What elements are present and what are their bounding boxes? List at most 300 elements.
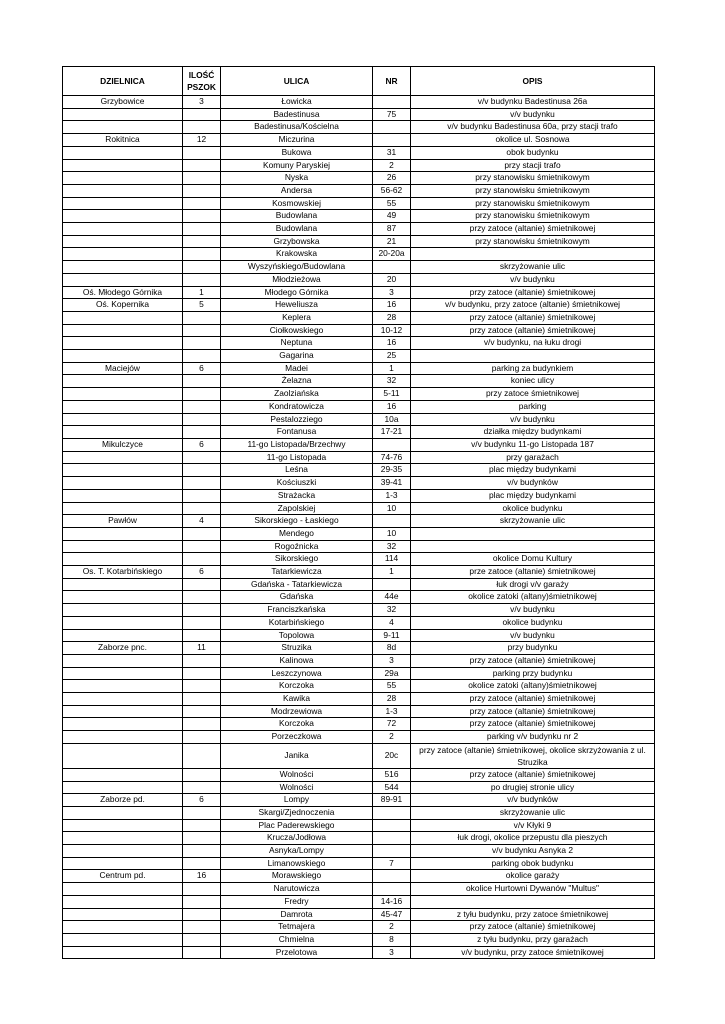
table-row xyxy=(63,629,655,642)
cell-opis: parking xyxy=(411,400,655,413)
cell-nr: 55 xyxy=(373,680,411,693)
table-row xyxy=(63,883,655,896)
cell-dzielnica xyxy=(63,832,183,845)
cell-opis: przy zatoce (altanie) śmietnikowej xyxy=(411,286,655,299)
cell-opis: przy stanowisku śmietnikowym xyxy=(411,197,655,210)
header-opis: OPIS xyxy=(411,67,655,96)
table-row xyxy=(63,743,655,768)
cell-nr: 8d xyxy=(373,642,411,655)
cell-ulica: Gdańska - Tatarkiewicza xyxy=(221,578,373,591)
cell-opis: przy zatoce (altanie) śmietnikowej xyxy=(411,324,655,337)
cell-dzielnica xyxy=(63,654,183,667)
cell-ulica: Wyszyńskiego/Budowlana xyxy=(221,261,373,274)
cell-ulica: Nyska xyxy=(221,172,373,185)
cell-nr: 1-3 xyxy=(373,489,411,502)
cell-nr xyxy=(373,134,411,147)
cell-ulica: Porzeczkowa xyxy=(221,731,373,744)
cell-ilosc-pszok xyxy=(183,806,221,819)
cell-ilosc-pszok xyxy=(183,108,221,121)
cell-dzielnica: Zaborze pnc. xyxy=(63,642,183,655)
table-row xyxy=(63,718,655,731)
cell-ulica: Miczurina xyxy=(221,134,373,147)
cell-dzielnica xyxy=(63,159,183,172)
cell-nr: 89-91 xyxy=(373,794,411,807)
cell-opis: przy zatoce (altanie) śmietnikowej xyxy=(411,921,655,934)
cell-dzielnica xyxy=(63,705,183,718)
table-row xyxy=(63,337,655,350)
cell-nr: 28 xyxy=(373,693,411,706)
cell-dzielnica xyxy=(63,527,183,540)
table-row xyxy=(63,223,655,236)
cell-ulica: Lompy xyxy=(221,794,373,807)
cell-ulica: Zapolskiej xyxy=(221,502,373,515)
header-ilosc-pszok: ILOŚĆ PSZOK xyxy=(183,67,221,96)
table-row xyxy=(63,616,655,629)
cell-ilosc-pszok xyxy=(183,718,221,731)
table-row xyxy=(63,566,655,579)
cell-opis: skrzyżowanie ulic xyxy=(411,806,655,819)
cell-ulica: Neptuna xyxy=(221,337,373,350)
table-row xyxy=(63,413,655,426)
cell-ilosc-pszok: 6 xyxy=(183,438,221,451)
cell-nr: 32 xyxy=(373,375,411,388)
pszok-table xyxy=(62,66,655,959)
cell-dzielnica: Maciejów xyxy=(63,362,183,375)
cell-nr: 29-35 xyxy=(373,464,411,477)
cell-ilosc-pszok xyxy=(183,489,221,502)
cell-ilosc-pszok xyxy=(183,159,221,172)
cell-dzielnica xyxy=(63,629,183,642)
table-row xyxy=(63,362,655,375)
cell-nr: 16 xyxy=(373,400,411,413)
cell-dzielnica xyxy=(63,616,183,629)
cell-ilosc-pszok xyxy=(183,223,221,236)
cell-ilosc-pszok xyxy=(183,337,221,350)
cell-dzielnica: Oś. Kopernika xyxy=(63,299,183,312)
cell-dzielnica: Os. T. Kotarbińskiego xyxy=(63,566,183,579)
cell-dzielnica xyxy=(63,946,183,959)
cell-ulica: Kawika xyxy=(221,693,373,706)
cell-ulica: Badestinusa/Kościelna xyxy=(221,121,373,134)
cell-ulica: Pestalozziego xyxy=(221,413,373,426)
cell-nr: 10a xyxy=(373,413,411,426)
table-row xyxy=(63,794,655,807)
cell-nr: 74-76 xyxy=(373,451,411,464)
cell-opis: przy zatoce (altanie) śmietnikowej xyxy=(411,654,655,667)
table-row xyxy=(63,705,655,718)
table-row xyxy=(63,248,655,261)
cell-ilosc-pszok: 5 xyxy=(183,299,221,312)
cell-nr: 56-62 xyxy=(373,184,411,197)
cell-opis: działka między budynkami xyxy=(411,426,655,439)
cell-ilosc-pszok xyxy=(183,350,221,363)
cell-dzielnica xyxy=(63,502,183,515)
table-row xyxy=(63,108,655,121)
cell-ulica: Leszczynowa xyxy=(221,667,373,680)
cell-dzielnica xyxy=(63,540,183,553)
cell-opis: v/v budynku xyxy=(411,604,655,617)
cell-dzielnica xyxy=(63,121,183,134)
table-row xyxy=(63,895,655,908)
cell-ilosc-pszok xyxy=(183,477,221,490)
cell-ulica: Andersa xyxy=(221,184,373,197)
header-nr: NR xyxy=(373,67,411,96)
cell-ulica: Żelazna xyxy=(221,375,373,388)
cell-opis: v/v Kłyki 9 xyxy=(411,819,655,832)
cell-opis: prze zatoce (altanie) śmietnikowej xyxy=(411,566,655,579)
cell-nr: 21 xyxy=(373,235,411,248)
table-row xyxy=(63,426,655,439)
cell-dzielnica xyxy=(63,477,183,490)
cell-dzielnica xyxy=(63,413,183,426)
cell-ulica: 11-go Listopada xyxy=(221,451,373,464)
cell-ulica: Strażacka xyxy=(221,489,373,502)
table-row xyxy=(63,299,655,312)
table-row xyxy=(63,121,655,134)
table-row xyxy=(63,578,655,591)
cell-ulica: Madei xyxy=(221,362,373,375)
cell-opis: okolice Domu Kultury xyxy=(411,553,655,566)
cell-opis: przy zatoce (altanie) śmietnikowej xyxy=(411,705,655,718)
cell-ilosc-pszok: 12 xyxy=(183,134,221,147)
cell-dzielnica xyxy=(63,197,183,210)
cell-ilosc-pszok xyxy=(183,591,221,604)
cell-ulica: Kotarbińskiego xyxy=(221,616,373,629)
cell-ilosc-pszok xyxy=(183,845,221,858)
cell-dzielnica xyxy=(63,934,183,947)
cell-dzielnica xyxy=(63,108,183,121)
cell-nr: 20 xyxy=(373,273,411,286)
cell-ulica: Grzybowska xyxy=(221,235,373,248)
cell-nr: 9-11 xyxy=(373,629,411,642)
cell-ulica: Tetmajera xyxy=(221,921,373,934)
cell-opis: przy zatoce (altanie) śmietnikowej xyxy=(411,311,655,324)
cell-opis: v/v budynku Badestinusa 60a, przy stacji trafo xyxy=(411,121,655,134)
cell-ilosc-pszok xyxy=(183,731,221,744)
cell-nr: 26 xyxy=(373,172,411,185)
cell-dzielnica xyxy=(63,235,183,248)
cell-dzielnica xyxy=(63,731,183,744)
cell-nr: 4 xyxy=(373,616,411,629)
cell-opis: v/v budynku Badestinusa 26a xyxy=(411,96,655,109)
table-row xyxy=(63,921,655,934)
cell-ulica: Ciołkowskiego xyxy=(221,324,373,337)
cell-opis: przy stanowisku śmietnikowym xyxy=(411,172,655,185)
cell-nr: 25 xyxy=(373,350,411,363)
cell-nr: 28 xyxy=(373,311,411,324)
cell-ilosc-pszok xyxy=(183,629,221,642)
table-row xyxy=(63,311,655,324)
table-row xyxy=(63,731,655,744)
cell-opis: przy zatoce (altanie) śmietnikowej xyxy=(411,768,655,781)
cell-ilosc-pszok: 6 xyxy=(183,794,221,807)
table-row xyxy=(63,451,655,464)
cell-ulica: Modrzewiowa xyxy=(221,705,373,718)
cell-ulica: Krucza/Jodłowa xyxy=(221,832,373,845)
cell-dzielnica xyxy=(63,921,183,934)
cell-ulica: Janika xyxy=(221,743,373,768)
cell-opis: v/v budynku Asnyka 2 xyxy=(411,845,655,858)
cell-ilosc-pszok xyxy=(183,413,221,426)
cell-dzielnica xyxy=(63,261,183,274)
cell-dzielnica xyxy=(63,324,183,337)
cell-ilosc-pszok xyxy=(183,261,221,274)
cell-ulica: Fontanusa xyxy=(221,426,373,439)
cell-dzielnica: Rokitnica xyxy=(63,134,183,147)
cell-ulica: Topolowa xyxy=(221,629,373,642)
cell-ilosc-pszok: 1 xyxy=(183,286,221,299)
cell-ilosc-pszok xyxy=(183,908,221,921)
cell-ilosc-pszok xyxy=(183,946,221,959)
cell-ilosc-pszok xyxy=(183,235,221,248)
cell-ilosc-pszok xyxy=(183,121,221,134)
cell-ilosc-pszok: 6 xyxy=(183,362,221,375)
cell-ulica: Wolności xyxy=(221,781,373,794)
cell-dzielnica xyxy=(63,768,183,781)
cell-ilosc-pszok xyxy=(183,553,221,566)
cell-dzielnica xyxy=(63,400,183,413)
cell-ilosc-pszok xyxy=(183,464,221,477)
cell-opis xyxy=(411,350,655,363)
table-row xyxy=(63,96,655,109)
cell-opis: przy zatoce (altanie) śmietnikowej xyxy=(411,718,655,731)
cell-opis: v/v budynku xyxy=(411,629,655,642)
header-ulica: ULICA xyxy=(221,67,373,96)
cell-dzielnica xyxy=(63,578,183,591)
cell-nr: 2 xyxy=(373,921,411,934)
cell-ulica: Budowlana xyxy=(221,210,373,223)
cell-ulica: Bukowa xyxy=(221,146,373,159)
cell-opis: v/v budynku xyxy=(411,273,655,286)
cell-ilosc-pszok xyxy=(183,857,221,870)
cell-ulica: Tatarkiewicza xyxy=(221,566,373,579)
cell-ulica: Młodego Górnika xyxy=(221,286,373,299)
cell-ilosc-pszok xyxy=(183,693,221,706)
cell-ulica: Rogoźnicka xyxy=(221,540,373,553)
cell-opis: parking obok budynku xyxy=(411,857,655,870)
cell-ulica: Sikorskiego - Łaskiego xyxy=(221,515,373,528)
cell-dzielnica xyxy=(63,857,183,870)
cell-dzielnica xyxy=(63,895,183,908)
cell-ulica: Damrota xyxy=(221,908,373,921)
cell-nr: 2 xyxy=(373,731,411,744)
cell-nr: 75 xyxy=(373,108,411,121)
cell-dzielnica: Pawłów xyxy=(63,515,183,528)
cell-ilosc-pszok xyxy=(183,210,221,223)
cell-opis xyxy=(411,540,655,553)
cell-ulica: Narutowicza xyxy=(221,883,373,896)
table-row xyxy=(63,261,655,274)
table-row xyxy=(63,515,655,528)
cell-ilosc-pszok xyxy=(183,184,221,197)
cell-nr: 7 xyxy=(373,857,411,870)
cell-opis: okolice budynku xyxy=(411,502,655,515)
cell-nr xyxy=(373,870,411,883)
cell-ulica: Morawskiego xyxy=(221,870,373,883)
cell-dzielnica xyxy=(63,210,183,223)
cell-dzielnica: Oś. Młodego Górnika xyxy=(63,286,183,299)
cell-ulica: Korczoka xyxy=(221,718,373,731)
cell-nr: 3 xyxy=(373,286,411,299)
cell-opis: koniec ulicy xyxy=(411,375,655,388)
cell-ulica: Kosmowskiej xyxy=(221,197,373,210)
cell-opis: okolice budynku xyxy=(411,616,655,629)
cell-nr: 31 xyxy=(373,146,411,159)
cell-ulica: Sikorskiego xyxy=(221,553,373,566)
table-row xyxy=(63,235,655,248)
cell-nr: 44e xyxy=(373,591,411,604)
cell-ulica: 11-go Listopada/Brzechwy xyxy=(221,438,373,451)
cell-opis: przy stanowisku śmietnikowym xyxy=(411,184,655,197)
cell-nr: 20-20a xyxy=(373,248,411,261)
table-row xyxy=(63,642,655,655)
cell-dzielnica xyxy=(63,172,183,185)
cell-opis: parking przy budynku xyxy=(411,667,655,680)
cell-dzielnica: Grzybowice xyxy=(63,96,183,109)
cell-nr: 10 xyxy=(373,527,411,540)
cell-ulica: Plac Paderewskiego xyxy=(221,819,373,832)
cell-ulica: Skargi/Zjednoczenia xyxy=(221,806,373,819)
table-row xyxy=(63,400,655,413)
cell-nr: 17-21 xyxy=(373,426,411,439)
cell-opis: okolice Hurtowni Dywanów "Multus" xyxy=(411,883,655,896)
cell-opis: przy stanowisku śmietnikowym xyxy=(411,235,655,248)
cell-nr: 45-47 xyxy=(373,908,411,921)
table-row xyxy=(63,134,655,147)
cell-dzielnica xyxy=(63,553,183,566)
cell-dzielnica xyxy=(63,883,183,896)
cell-nr xyxy=(373,819,411,832)
cell-ilosc-pszok: 16 xyxy=(183,870,221,883)
table-row xyxy=(63,667,655,680)
cell-ilosc-pszok xyxy=(183,781,221,794)
cell-ilosc-pszok xyxy=(183,654,221,667)
cell-opis xyxy=(411,527,655,540)
cell-ulica: Mendego xyxy=(221,527,373,540)
cell-dzielnica xyxy=(63,680,183,693)
cell-nr: 10 xyxy=(373,502,411,515)
cell-ulica: Zaolziańska xyxy=(221,388,373,401)
cell-opis: przy zatoce śmietnikowej xyxy=(411,388,655,401)
cell-ilosc-pszok xyxy=(183,883,221,896)
cell-ilosc-pszok xyxy=(183,934,221,947)
cell-ulica: Kondratowicza xyxy=(221,400,373,413)
cell-ilosc-pszok xyxy=(183,248,221,261)
cell-nr xyxy=(373,121,411,134)
cell-ulica: Młodzieżowa xyxy=(221,273,373,286)
cell-opis: po drugiej stronie ulicy xyxy=(411,781,655,794)
cell-ilosc-pszok xyxy=(183,604,221,617)
cell-dzielnica xyxy=(63,667,183,680)
cell-ilosc-pszok xyxy=(183,921,221,934)
cell-ulica: Badestinusa xyxy=(221,108,373,121)
header-dzielnica: DZIELNICA xyxy=(63,67,183,96)
cell-opis: z tyłu budynku, przy zatoce śmietnikowej xyxy=(411,908,655,921)
table-row xyxy=(63,210,655,223)
cell-opis: okolice zatoki (altany)śmietnikowej xyxy=(411,591,655,604)
cell-nr: 32 xyxy=(373,540,411,553)
table-row xyxy=(63,159,655,172)
table-row xyxy=(63,184,655,197)
cell-dzielnica xyxy=(63,693,183,706)
cell-ilosc-pszok xyxy=(183,667,221,680)
cell-ulica: Keplera xyxy=(221,311,373,324)
cell-opis xyxy=(411,895,655,908)
cell-opis: v/v budynku, przy zatoce (altanie) śmietnikowej xyxy=(411,299,655,312)
cell-dzielnica xyxy=(63,223,183,236)
cell-dzielnica xyxy=(63,489,183,502)
cell-nr xyxy=(373,261,411,274)
cell-dzielnica xyxy=(63,743,183,768)
cell-ilosc-pszok xyxy=(183,400,221,413)
cell-ilosc-pszok xyxy=(183,502,221,515)
cell-nr: 3 xyxy=(373,946,411,959)
cell-ulica: Budowlana xyxy=(221,223,373,236)
table-row xyxy=(63,464,655,477)
cell-ulica: Krakowska xyxy=(221,248,373,261)
cell-ilosc-pszok xyxy=(183,273,221,286)
cell-nr xyxy=(373,438,411,451)
cell-nr: 32 xyxy=(373,604,411,617)
cell-opis: przy zatoce (altanie) śmietnikowej xyxy=(411,223,655,236)
cell-ilosc-pszok xyxy=(183,146,221,159)
cell-nr: 87 xyxy=(373,223,411,236)
cell-nr: 544 xyxy=(373,781,411,794)
table-row xyxy=(63,591,655,604)
cell-opis: v/v budynków xyxy=(411,477,655,490)
cell-ulica: Wolności xyxy=(221,768,373,781)
cell-ulica: Leśna xyxy=(221,464,373,477)
cell-ilosc-pszok xyxy=(183,324,221,337)
cell-opis: przy zatoce (altanie) śmietnikowej, okolice skrzyżowania z ul. Struzika xyxy=(411,743,655,768)
cell-ilosc-pszok xyxy=(183,743,221,768)
cell-dzielnica xyxy=(63,845,183,858)
cell-ilosc-pszok xyxy=(183,819,221,832)
table-row xyxy=(63,477,655,490)
cell-opis: v/v budynku 11-go Listopada 187 xyxy=(411,438,655,451)
cell-nr xyxy=(373,845,411,858)
cell-ulica: Przelotowa xyxy=(221,946,373,959)
cell-opis: przy stacji trafo xyxy=(411,159,655,172)
cell-opis: v/v budynku, przy zatoce śmietnikowej xyxy=(411,946,655,959)
table-row xyxy=(63,527,655,540)
cell-opis: przy zatoce (altanie) śmietnikowej xyxy=(411,693,655,706)
cell-opis: obok budynku xyxy=(411,146,655,159)
table-row xyxy=(63,781,655,794)
table-row xyxy=(63,845,655,858)
cell-ilosc-pszok xyxy=(183,540,221,553)
table-row xyxy=(63,273,655,286)
cell-ulica: Kościuszki xyxy=(221,477,373,490)
table-row xyxy=(63,870,655,883)
cell-nr xyxy=(373,883,411,896)
cell-nr: 2 xyxy=(373,159,411,172)
cell-ilosc-pszok: 4 xyxy=(183,515,221,528)
cell-nr: 10-12 xyxy=(373,324,411,337)
cell-nr: 20c xyxy=(373,743,411,768)
cell-dzielnica xyxy=(63,718,183,731)
cell-dzielnica: Zaborze pd. xyxy=(63,794,183,807)
cell-dzielnica xyxy=(63,273,183,286)
cell-nr xyxy=(373,578,411,591)
cell-opis: skrzyżowanie ulic xyxy=(411,261,655,274)
table-row xyxy=(63,540,655,553)
cell-nr xyxy=(373,832,411,845)
cell-ilosc-pszok: 11 xyxy=(183,642,221,655)
cell-opis: v/v budynku, na łuku drogi xyxy=(411,337,655,350)
cell-ilosc-pszok xyxy=(183,451,221,464)
cell-nr xyxy=(373,515,411,528)
